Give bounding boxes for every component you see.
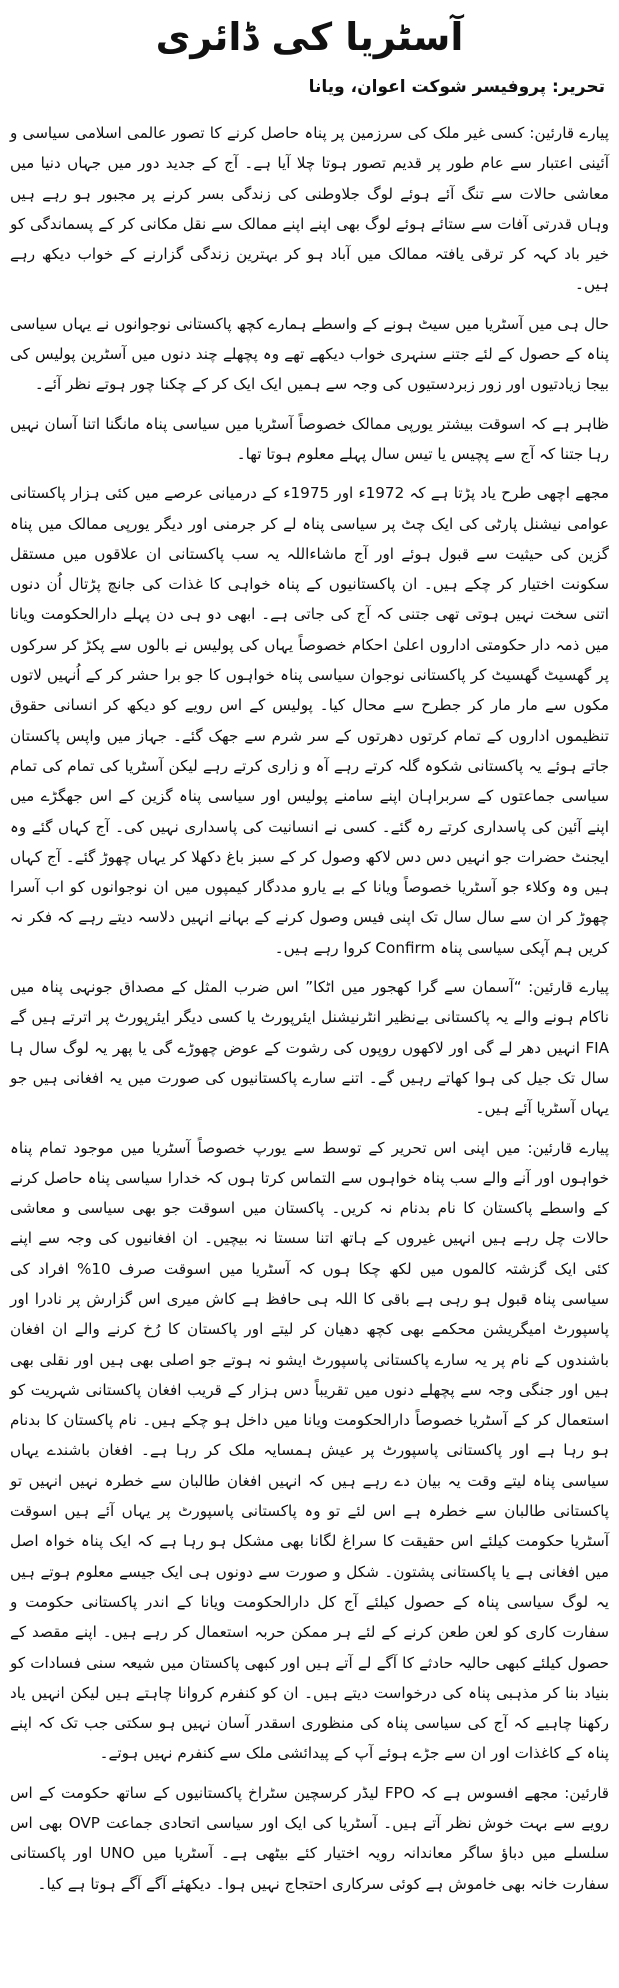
paragraph-3: ظاہر ہے کہ اسوقت بیشتر یورپی ممالک خصوصاً آسٹریا میں سیاسی پناہ مانگنا اتنا آسان نہیں رہا جتنا کہ آج سے پچیس یا تیس سال پہلے معلوم ہوتا تھا۔ — [10, 414, 609, 463]
paragraph-1: پیارے قارئین: کسی غیر ملک کی سرزمین پر پناہ حاصل کرنے کا تصور عالمی اسلامی سیاسی و آئینی اعتبار سے عام طور پر قدیم تصور ہوتا چلا آیا ہے۔ آج کے جدید دور میں جہاں دنیا میں معاشی حالات سے تنگ آئے ہوئے لوگ جلاوطنی کی زندگی بسر کرنے پر مجبور ہو رہے ہیں وہاں قدرتی آفات سے ستائے ہوئے لوگ بھی اپنے اپنے ممالک سے نقل مکانی کر کے پسماندگی کو خیر باد کہہ کر ترقی یافتہ ممالک میں آباد ہو کر بہترین زندگی گزارنے کے خواب دیکھ رہے ہیں۔ — [10, 124, 609, 294]
paragraph-6: پیارے قارئین: میں اپنی اس تحریر کے توسط سے یورپ خصوصاً آسٹریا میں موجود تمام پناہ خواہوں اور آنے والے سب پناہ خواہوں سے التماس کرتا ہوں کہ خدارا سیاسی پناہ حاصل کرنے کے واسطے پاکستان کا نام بدنام نہ کریں۔ پاکستان میں اسوقت جو بھی سیاسی و معاشی حالات چل رہے ہیں انہیں غیروں کے ہاتھ اتنا سستا نہ بیچیں۔ ان افغانیوں کی وجہ سے اپنے کئی ایک گزشتہ کالموں میں لکھ چکا ہوں کہ آسٹریا میں اسوقت صرف 10% افراد کی سیاسی پناہ قبول ہو رہی ہے باقی کا اللہ ہی حافظ ہے کاش میری اس گزارش پر نادرا اور پاسپورٹ امیگریشن محکمے بھی کچھ دھیان کر لیتے اور پاکستان کا رُخ کرنے والے ان افغان باشندوں کے نام پر یہ سارے پاکستانی پاسپورٹ ایشو نہ ہوتے جو اصلی بھی ہیں اور نقلی بھی ہیں اور جنگی وجہ سے پچھلے دنوں میں تقریباً دس ہزار کے قریب افغان پاکستانی شہریت کو استعمال کر کے آسٹریا خصوصاً دارالحکومت ویانا میں داخل ہو چکے ہیں۔ نام پاکستان کا بدنام ہو رہا ہے اور پاکستانی پاسپورٹ پر عیش ہمسایہ ملک کر رہا ہے۔ افغان باشندے یہاں سیاسی پناہ لیتے وقت یہ بیان دے رہے ہیں کہ انہیں افغان طالبان سے خطرہ نہیں انہیں تو پاکستانی طالبان سے خطرہ ہے اس لئے تو وہ پاکستانی پاسپورٹ پر یہاں آئے ہیں اسوقت آسٹریا حکومت کیلئے اس حقیقت کا سراغ لگانا بھی مشکل ہو رہا ہے کہ ایک پناہ خواہ اصل میں افغانی ہے یا پاکستانی پشتون۔ شکل و صورت سے دونوں ہی ایک جیسے معلوم ہوتے ہیں یہ لوگ سیاسی پناہ کے حصول کیلئے آج کل دارالحکومت ویانا کے اندر پاکستانی حکومت و سفارت کاری کو لعن طعن کرنے کے لئے ہر ممکن حربہ استعمال کر رہے ہیں۔ اپنے مقصد کے حصول کیلئے کبھی حالیہ حادثے کا آگے لے آتے ہیں اور کبھی پاکستان میں شیعہ سنی فسادات کو بنیاد بنا کر مذہبی پناہ کی درخواست دیتے ہیں۔ ان کو کنفرم کروانا چاہتے ہیں لیکن انہیں یاد رکھنا چاہیے کہ آج کی سیاسی پناہ کی منظوری اسقدر آسان نہیں ہو سکتی جب تک کہ اپنے پناہ کے کاغذات اور ان سے جڑے ہوئے آپ کے پیدائشی ملک سے کنفرم نہیں ہوتے۔ — [10, 1138, 609, 1763]
paragraph-5: پیارے قارئین: “آسمان سے گرا کھجور میں اٹکا” اس ضرب المثل کے مصداق جونہی پناہ میں ناکام ہونے والے یہ پاکستانی بےنظیر انٹرنیشنل ایئرپورٹ یا کسی دیگر ایئرپورٹ پر اترتے ہیں گے FIA انہیں دھر لے گی اور لاکھوں روپوں کی رشوت کے عوض چھوڑے گی یا پھر یہ لوگ سال ہا سال تک جیل کی ہوا کھاتے رہیں گے۔ اتنے سارے پاکستانیوں کی صورت میں یہ افغانی ہیں جو یہاں آسٹریا آئے ہیں۔ — [10, 978, 609, 1118]
paragraph-2: حال ہی میں آسٹریا میں سیٹ ہونے کے واسطے ہمارے کچھ پاکستانی نوجوانوں نے یہاں سیاسی پناہ کے حصول کے لئے جتنے سنہری خواب دیکھے تھے وہ پچھلے چند دنوں میں آسٹرین پولیس کی بیجا زیادتیوں اور زور زبردستیوں کی وجہ سے ہمیں ایک ایک کر کے چکنا چور ہوتے نظر آئے۔ — [10, 314, 609, 394]
article-body — [10, 118, 609, 1899]
paragraph-4: مجھے اچھی طرح یاد پڑتا ہے کہ 1972ء اور 1975ء کے درمیانی عرصے میں کئی ہزار پاکستانی عوامی نیشنل پارٹی کی ایک چٹ پر سیاسی پناہ لے کر جرمنی اور دیگر یورپی ممالک میں پناہ گزین کی حیثیت سے قبول ہوئے اور آج ماشاءاللہ یہ سب پاکستانی ان علاقوں میں مستقل سکونت اختیار کر چکے ہیں۔ ان پاکستانیوں کے پناہ خواہی کا غذات کی جانچ پڑتال اُن دنوں اتنی سخت نہیں ہوتی تھی جتنی کہ آج کی جاتی ہے۔ ابھی دو ہی دن پہلے دارالحکومت ویانا میں ذمہ دار حکومتی اداروں اعلیٰ احکام خصوصاً یہاں کی پولیس نے بالوں سے پکڑ کر سرکوں پر گھسیٹ گھسیٹ کر پاکستانی نوجوان سیاسی پناہ خواہوں کا جو برا حشر کر کے اُنہیں لاتوں مکوں سے مار مار کر جطرح سے محال کیا۔ پولیس کے اس رویے کو دیکھ کر انسانی حقوق تنظیموں اداروں کے تمام کرتوں دھرتوں کے سر شرم سے جھک گئے۔ جہاز میں واپس پاکستان جاتے ہوئے یہ پاکستانی شکوہ گلہ کرتے رہے آہ و زاری کرتے رہے لیکن آسٹریا کی تمام کی تمام سیاسی جماعتوں کے سربراہان اپنے سامنے پولیس اور سیاسی پناہ گزین کے اس جھگڑے میں اپنے آئین کی پاسداری کرتے رہ گئے۔ کسی نے انسانیت کی پاسداری نہیں کی۔ آج کہاں گئے وہ ایجنٹ حضرات جو انہیں دس دس لاکھ وصول کر کے سبز باغ دکھلا کر یہاں چھوڑ گئے۔ آج کہاں ہیں وہ وکلاء جو آسٹریا خصوصاً ویانا کے بے یارو مددگار کیمپوں میں ان نوجوانوں کو اب آسرا چھوڑ کر ان سے سال سال تک اپنی فیس وصول کرنے کے بہانے انہیں دلاسہ دیتے رہے کہ فکر نہ کریں ہم آپکی سیاسی پناہ Confirm کروا رہے ہیں۔ — [10, 484, 609, 957]
author-byline: تحریر: پروفیسر شوکت اعوان، ویانا — [308, 77, 605, 97]
column-title: آسٹریا کی ڈائری — [155, 15, 464, 59]
paragraph-7: قارئین: مجھے افسوس ہے کہ FPO لیڈر کرسچین سٹراخ پاکستانیوں کے ساتھ حکومت کے اس رویے سے بہت خوش نظر آتے ہیں۔ آسٹریا کی ایک اور سیاسی اتحادی جماعت OVP بھی اس سلسلے میں دباؤ ساگر معاندانہ رویہ اختیار کئے بیٹھی ہے۔ آسٹریا میں UNO اور پاکستانی سفارت خانہ بھی خاموش ہے کوئی سرکاری احتجاج نہیں ہوا۔ دیکھئے آگے آگے ہوتا ہے کیا۔ — [10, 1783, 609, 1893]
